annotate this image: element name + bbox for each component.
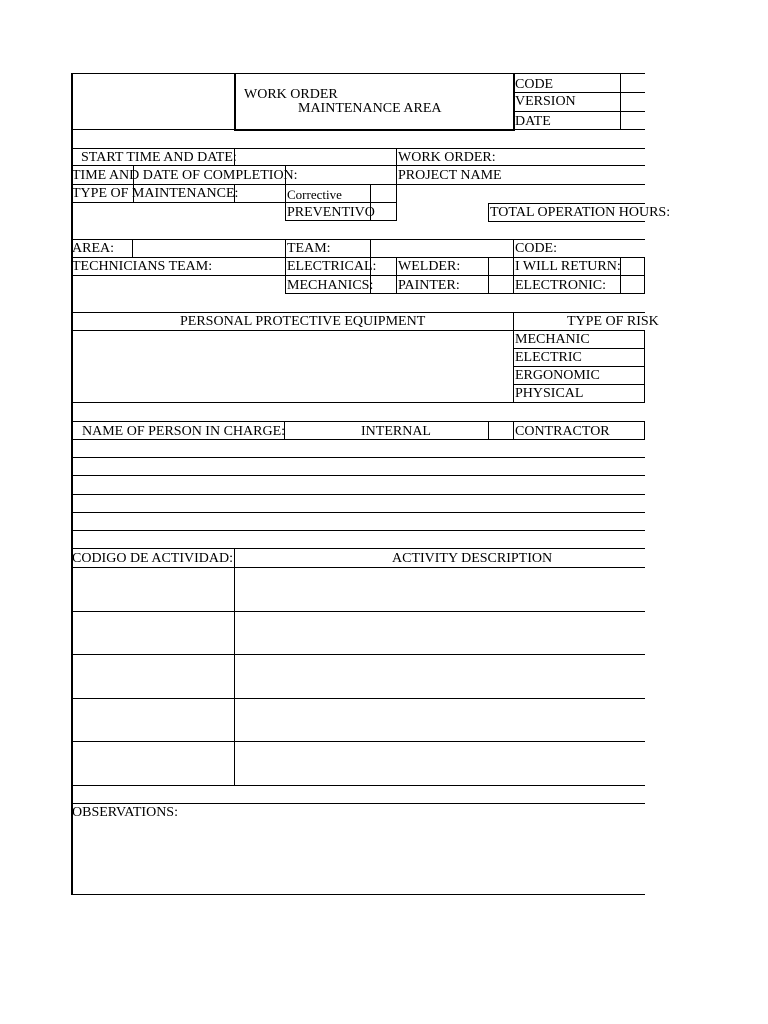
cell-divider	[513, 312, 514, 403]
person-row-2[interactable]	[73, 458, 645, 475]
completion-label: TIME AND DATE OF COMPLETION:	[72, 168, 298, 183]
area-code-label: CODE:	[515, 241, 557, 256]
person-in-charge-label: NAME OF PERSON IN CHARGE:	[82, 424, 286, 439]
preventive-option-label: PREVENTIVO	[287, 205, 375, 220]
cell-divider	[396, 257, 397, 294]
contractor-label: CONTRACTOR	[515, 424, 610, 439]
internal-checkbox[interactable]	[489, 422, 513, 439]
version-label: VERSION	[515, 94, 576, 109]
row-line	[513, 348, 645, 349]
corrective-checkbox[interactable]	[371, 185, 396, 202]
cell-divider	[396, 148, 397, 221]
row-line	[71, 257, 645, 258]
form-subtitle: MAINTENANCE AREA	[298, 101, 442, 116]
person-row-5[interactable]	[73, 513, 645, 530]
ppe-field[interactable]	[73, 331, 513, 402]
activity-description-cell-5[interactable]	[235, 742, 645, 785]
activity-description-cell-2[interactable]	[235, 612, 645, 654]
row-line	[488, 203, 645, 204]
mechanics-field[interactable]	[371, 276, 396, 293]
painter-label: PAINTER:	[398, 278, 460, 293]
risk-physical: PHYSICAL	[515, 386, 584, 401]
row-line	[71, 785, 645, 786]
team-field[interactable]	[371, 240, 513, 257]
row-line	[513, 366, 645, 367]
row-line	[488, 221, 645, 222]
row-line	[71, 421, 645, 422]
area-label: AREA:	[72, 241, 114, 256]
cell-divider	[644, 421, 645, 440]
activity-code-cell-2[interactable]	[73, 612, 234, 654]
welder-field[interactable]	[489, 258, 513, 275]
cell-divider	[513, 239, 514, 294]
form-bottom-border	[71, 894, 645, 895]
row-line	[71, 402, 645, 403]
person-row-4[interactable]	[73, 495, 645, 512]
activity-code-label: CODIGO DE ACTIVIDAD:	[72, 551, 233, 566]
team-label: TEAM:	[287, 241, 331, 256]
risk-title: TYPE OF RISK	[567, 314, 659, 329]
person-row-3[interactable]	[73, 476, 645, 493]
risk-ergonomic: ERGONOMIC	[515, 368, 600, 383]
cell-divider	[644, 330, 645, 403]
person-row-1[interactable]	[73, 440, 645, 457]
corrective-option-label: Corrective	[287, 187, 342, 202]
cell-divider	[488, 203, 489, 222]
start-time-label: START TIME AND DATE:	[81, 150, 237, 165]
project-name-field[interactable]	[500, 166, 645, 184]
preventive-checkbox[interactable]	[371, 203, 396, 220]
total-hours-label: TOTAL OPERATION HOURS:	[490, 205, 671, 220]
area-field[interactable]	[133, 240, 285, 257]
date-value-field[interactable]	[621, 112, 645, 129]
row-line	[71, 312, 645, 313]
row-line	[71, 530, 645, 531]
observations-label: OBSERVATIONS:	[72, 805, 178, 820]
welder-label: WELDER:	[398, 259, 461, 274]
cell-divider	[285, 239, 286, 294]
electrical-label: ELECTRICAL:	[287, 259, 377, 274]
observations-field[interactable]	[73, 822, 645, 894]
date-label: DATE	[515, 114, 551, 129]
work-order-field[interactable]	[494, 149, 645, 165]
header-title-left	[234, 73, 236, 130]
internal-label: INTERNAL	[361, 424, 431, 439]
return-field[interactable]	[621, 258, 644, 275]
row-line	[71, 184, 645, 185]
mechanics-label: MECHANICS:	[287, 278, 374, 293]
activity-code-cell-4[interactable]	[73, 699, 234, 741]
risk-mechanic: MECHANIC	[515, 332, 590, 347]
maintenance-type-label: TYPE OF MAINTENANCE:	[72, 186, 239, 201]
version-value-field[interactable]	[621, 93, 645, 111]
project-name-label: PROJECT NAME	[398, 168, 502, 183]
row-line	[71, 275, 645, 276]
activity-description-cell-1[interactable]	[235, 568, 645, 611]
cell-divider	[513, 421, 514, 440]
row-line	[513, 384, 645, 385]
electrical-field[interactable]	[371, 258, 396, 275]
activity-code-cell-1[interactable]	[73, 568, 234, 611]
header-bottom-line	[71, 129, 645, 130]
technicians-label: TECHNICIANS TEAM:	[72, 259, 213, 274]
electronic-label: ELECTRONIC:	[515, 278, 606, 293]
code-label: CODE	[515, 77, 554, 92]
row-line	[71, 803, 645, 804]
form-title: WORK ORDER	[244, 87, 338, 102]
painter-field[interactable]	[489, 276, 513, 293]
start-time-field[interactable]	[236, 149, 396, 165]
activity-description-cell-4[interactable]	[235, 699, 645, 741]
electronic-field[interactable]	[621, 276, 644, 293]
return-label: I WILL RETURN:	[515, 259, 621, 274]
activity-code-cell-3[interactable]	[73, 655, 234, 698]
risk-electric: ELECTRIC	[515, 350, 582, 365]
work-order-label: WORK ORDER:	[398, 150, 496, 165]
activity-code-cell-5[interactable]	[73, 742, 234, 785]
row-line	[71, 548, 645, 549]
cell-divider	[644, 257, 645, 294]
code-value-field[interactable]	[621, 74, 645, 92]
form-top-border	[71, 73, 645, 74]
activity-description-cell-3[interactable]	[235, 655, 645, 698]
ppe-title: PERSONAL PROTECTIVE EQUIPMENT	[180, 314, 426, 329]
activity-description-label: ACTIVITY DESCRIPTION	[392, 551, 553, 566]
